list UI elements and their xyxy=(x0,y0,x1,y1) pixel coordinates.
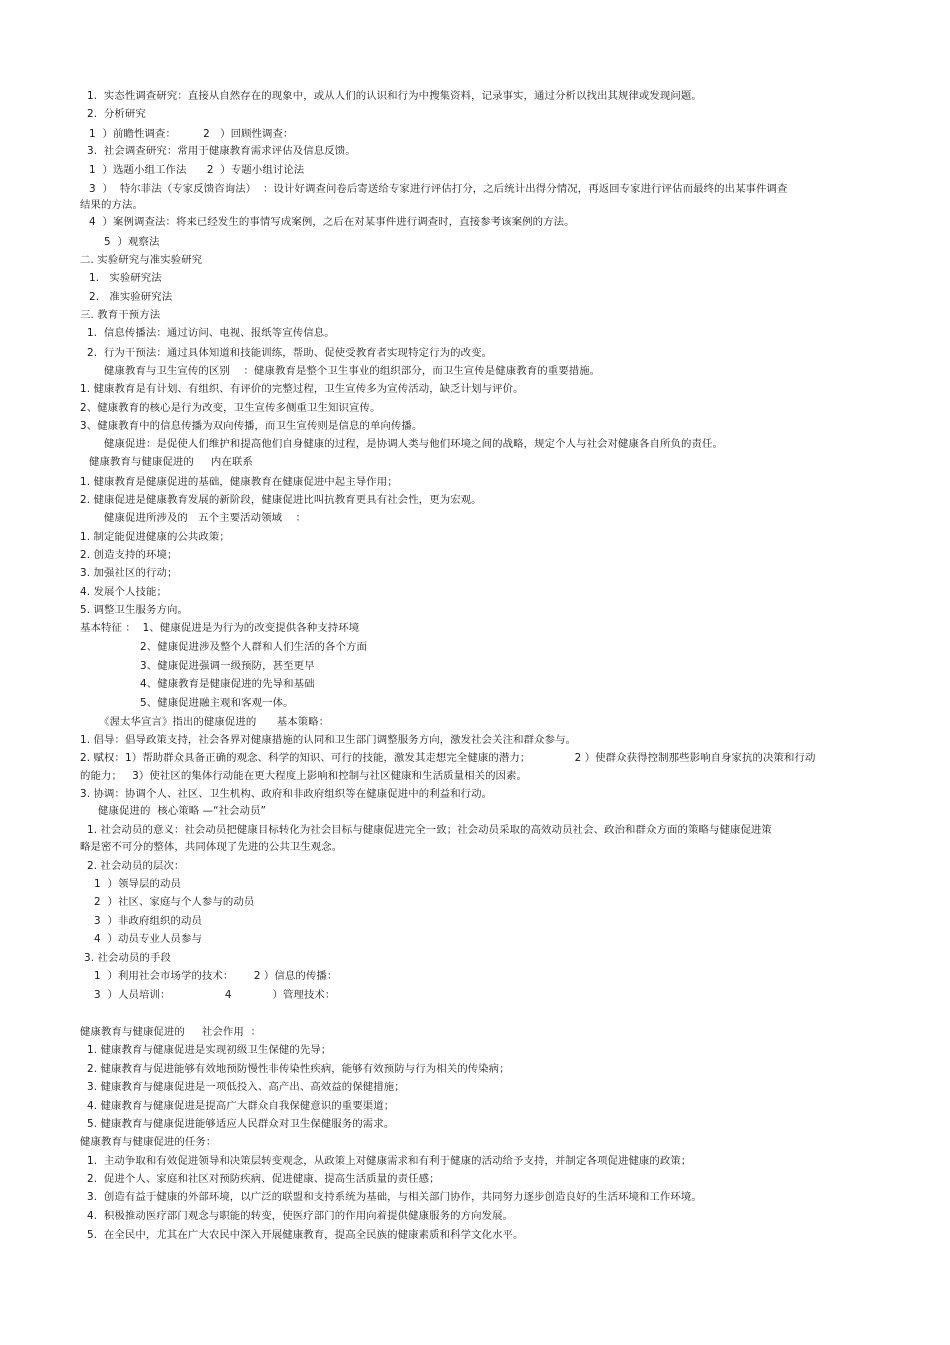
text-line: 5、健康促进融主观和客观一体。 xyxy=(140,697,294,709)
text-line: 5 ）观察法 xyxy=(104,236,160,248)
text-line: 4 ）案例调查法：将来已经发生的事情写成案例，之后在对某事件进行调查时，直接参考该案例的方法。 xyxy=(89,216,575,228)
text-line: 1. 健康教育是有计划、有组织、有评价的完整过程，卫生宣传多为宣传活动，缺乏计划与评价。 xyxy=(80,383,524,395)
text-line: 1 ）利用社会市场学的技术： 2 ）信息的传播： xyxy=(94,970,338,982)
text-line: 3. 社会调查研究：常用于健康教育需求评估及信息反馈。 xyxy=(87,145,356,157)
text-line: 2、健康促进涉及整个人群和人们生活的各个方面 xyxy=(140,641,368,653)
text-line: 2. 分析研究 xyxy=(87,108,146,120)
text-line: 健康教育与健康促进的任务： xyxy=(80,1136,217,1148)
text-line: 3. 健康教育与健康促进是一项低投入、高产出、高效益的保健措施； xyxy=(87,1081,405,1093)
text-line: 2. 健康促进是健康教育发展的新阶段，健康促进比叫抗教育更具有社会性，更为宏观。 xyxy=(80,494,482,506)
text-line: 3. 创造有益于健康的外部环境，以广泛的联盟和支持系统为基础，与相关部门协作，共同努力逐步创造良好的生活环境和工作环境。 xyxy=(87,1191,702,1203)
text-line: 1. 健康教育与健康促进是实现初级卫生保健的先导； xyxy=(87,1044,332,1056)
text-line: 《渥太华宣言》指出的健康促进的 基本策略： xyxy=(99,716,330,728)
text-line: 1. 实验研究法 xyxy=(89,272,162,284)
text-line: 2 ）社区、家庭与个人参与的动员 xyxy=(94,896,255,908)
text-line: 健康促进：是促使人们维护和提高他们自身健康的过程，是协调人类与他们环境之间的战略，规定个人与社会对健康各自所负的责任。 xyxy=(104,438,723,450)
text-line: 2. 创造支持的环境； xyxy=(80,549,178,561)
text-line: 略是密不可分的整体，共同体现了先进的公共卫生观念。 xyxy=(80,841,343,853)
text-line: 2. 准实验研究法 xyxy=(89,291,173,303)
text-line: 2. 社会动员的层次： xyxy=(87,860,185,872)
text-line: 3 ）非政府组织的动员 xyxy=(94,915,202,927)
text-line: 1. 倡导：倡导政策支持，社会各界对健康措施的认同和卫生部门调整服务方向，激发社会关注和群众参与。 xyxy=(80,734,577,746)
text-line: 三. 教育干预方法 xyxy=(80,309,161,321)
text-line: 5. 调整卫生服务方向。 xyxy=(80,604,188,616)
text-line: 2. 行为干预法：通过具体知道和技能训练，帮助、促使受教育者实现特定行为的改变。 xyxy=(87,347,493,359)
text-line: 1. 主动争取和有效促进领导和决策层转变观念，从政策上对健康需求和有利于健康的活动给予支持，并制定各项促进健康的政策； xyxy=(87,1155,692,1167)
text-line: 1. 健康教育是健康促进的基础，健康教育在健康促进中起主导作用； xyxy=(80,476,398,488)
text-line: 5. 在全民中，尤其在广大农民中深入开展健康教育，提高全民族的健康素质和科学文化水平。 xyxy=(87,1229,524,1241)
text-line: 3. 社会动员的手段 xyxy=(84,952,171,964)
text-line: 2、健康教育的核心是行为改变，卫生宣传多侧重卫生知识宣传。 xyxy=(80,402,381,414)
text-line: 4、健康教育是健康促进的先导和基础 xyxy=(140,678,315,690)
text-line: 3. 协调：协调个人、社区、卫生机构、政府和非政府组织等在健康促进中的利益和行动。 xyxy=(80,788,493,800)
text-line: 4 ）动员专业人员参与 xyxy=(94,933,202,945)
text-line: 5. 健康教育与健康促进能够适应人民群众对卫生保健服务的需求。 xyxy=(87,1118,395,1130)
text-line: 的能力； 3）使社区的集体行动能在更大程度上影响和控制与社区健康和生活质量相关的因素。 xyxy=(80,770,528,782)
text-line: 2. 健康教育与促进能够有效地预防慢性非传染性疾病，能够有效预防与行为相关的传染病； xyxy=(87,1063,510,1075)
text-line: 3. 加强社区的行动； xyxy=(80,567,178,579)
text-line: 健康促进的 核心策略 —“社会动员” xyxy=(98,805,267,817)
text-line: 3、健康教育中的信息传播为双向传播，而卫生宣传则是信息的单向传播。 xyxy=(80,420,423,432)
text-line: 3 ） 特尔菲法（专家反馈咨询法） ：设计好调查问卷后寄送给专家进行评估打分，之后统计出得分情况，再返回专家进行评估而最终的出某事件调查 xyxy=(89,183,788,195)
text-line: 结果的方法。 xyxy=(80,199,143,211)
text-line: 4. 健康教育与健康促进是提高广大群众自我保健意识的重要渠道； xyxy=(87,1100,395,1112)
text-line: 2. 赋权：1）帮助群众具备正确的观念、科学的知识、可行的技能，激发其走想完全健康的潜力； 2 ）使群众获得控制那些影响自身家抗的决策和行动 xyxy=(80,752,816,764)
text-line: 健康教育与卫生宣传的区别 ：健康教育是整个卫生事业的组织部分，而卫生宣传是健康教育的重要措施。 xyxy=(104,365,601,377)
text-line: 1. 制定能促进健康的公共政策； xyxy=(80,531,230,543)
text-line: 3、健康促进强调一级预防，甚至更早 xyxy=(140,660,315,672)
text-line: 健康促进所涉及的 五个主要活动领域 ： xyxy=(104,512,307,524)
text-line: 1 ）前瞻性调查： 2 ）回顾性调查： xyxy=(89,128,294,140)
text-line: 1 ）领导层的动员 xyxy=(94,878,181,890)
text-line: 4. 积极推动医疗部门观念与职能的转变，使医疗部门的作用向着提供健康服务的方向发展。 xyxy=(87,1210,514,1222)
text-line: 基本特征 ： 1、健康促进是为行为的改变提供各种支持环境 xyxy=(80,622,360,634)
text-line: 健康教育与健康促进的 内在联系 xyxy=(89,456,253,468)
text-line: 4. 发展个人技能； xyxy=(80,586,167,598)
text-line: 1. 实态性调查研究：直接从自然存在的现象中，或从人们的认识和行为中搜集资料，记录事实，通过分析以找出其规律或发现问题。 xyxy=(87,90,702,102)
text-line: 二. 实验研究与准实验研究 xyxy=(80,254,203,266)
text-line: 1. 社会动员的意义：社会动员把健康目标转化为社会目标与健康促进完全一致；社会动员采取的高效动员社会、政治和群众方面的策略与健康促进策 xyxy=(87,824,772,836)
text-line: 1 ）选题小组工作法 2 ）专题小组讨论法 xyxy=(89,164,305,176)
text-line: 2. 促进个人、家庭和社区对预防疾病、促进健康、提高生活质量的责任感； xyxy=(87,1173,440,1185)
text-line: 3 ）人员培训： 4 ）管理技术： xyxy=(94,989,336,1001)
text-line: 健康教育与健康促进的 社会作用 ： xyxy=(80,1026,262,1038)
text-line: 1. 信息传播法：通过访问、电视、报纸等宣传信息。 xyxy=(87,327,335,339)
